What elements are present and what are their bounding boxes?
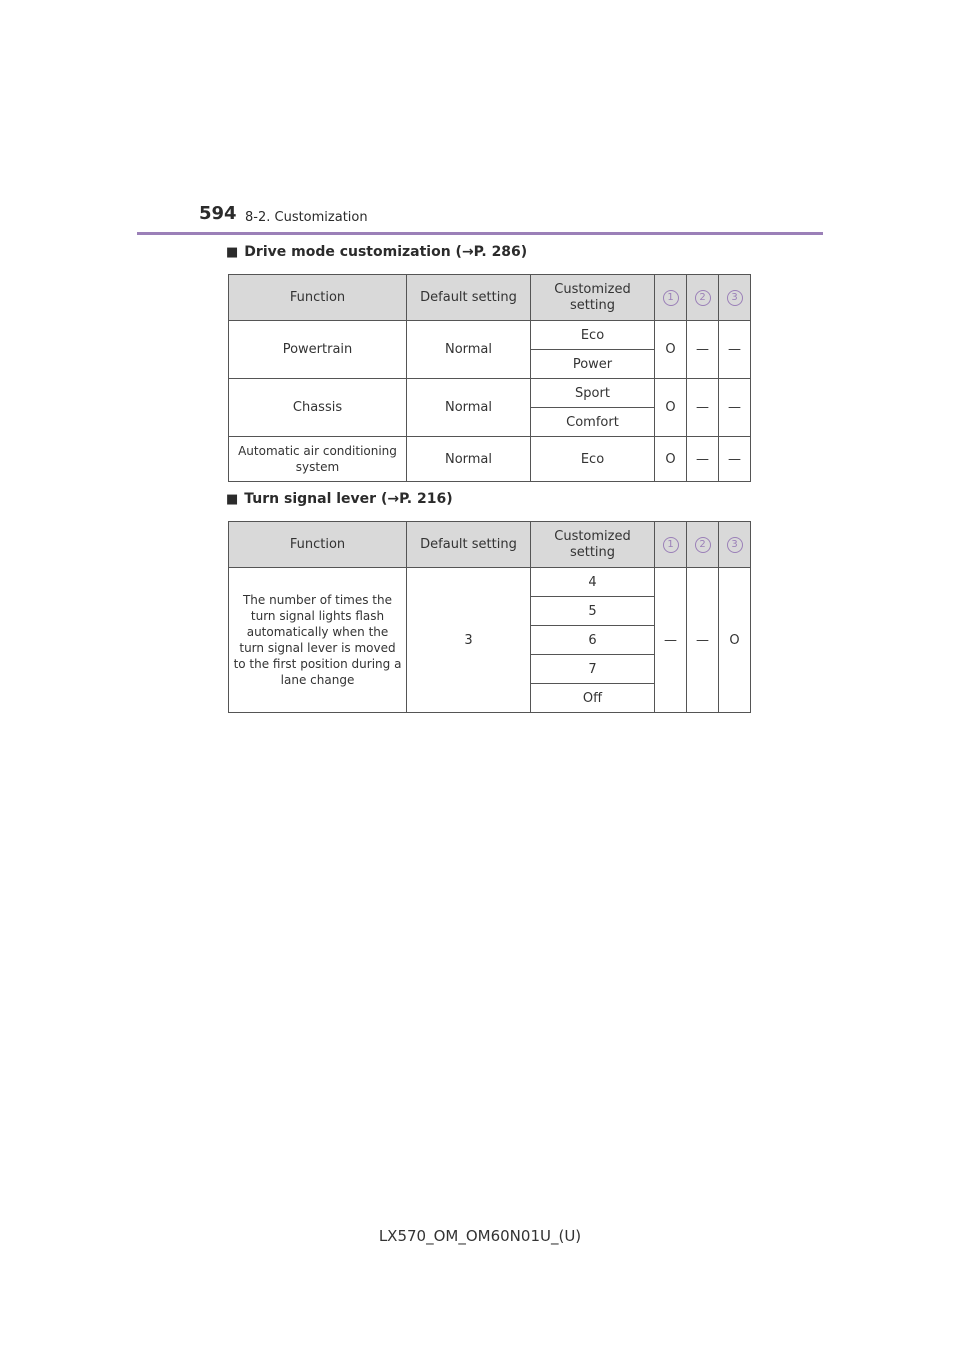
option-cell: 6 — [531, 626, 655, 655]
default-cell: Normal — [407, 321, 531, 379]
circle-number-2-icon: 2 — [695, 537, 711, 553]
header-customized-setting: Customized setting — [531, 275, 655, 321]
col3-cell: — — [719, 321, 751, 379]
header-col-2 — [687, 275, 719, 321]
footer-doc-code: LX570_OM_OM60N01U_(U) — [378, 1227, 582, 1245]
header-customized-setting: Customized setting — [531, 522, 655, 568]
default-cell: 3 — [407, 568, 531, 713]
header-default-setting: Default setting — [407, 522, 531, 568]
col1-cell: O — [655, 379, 687, 437]
col2-cell: — — [687, 437, 719, 482]
option-cell: Power — [531, 350, 655, 379]
subheading-turn-signal — [226, 491, 453, 507]
table-row — [229, 568, 751, 597]
table-header-row — [229, 275, 751, 321]
option-cell: Off — [531, 684, 655, 713]
option-cell: Sport — [531, 379, 655, 408]
header-col-1 — [655, 275, 687, 321]
col1-cell: O — [655, 437, 687, 482]
option-cell: 5 — [531, 597, 655, 626]
section-title: 8-2. Customization — [245, 210, 368, 225]
option-cell: Comfort — [531, 408, 655, 437]
col3-cell: — — [719, 379, 751, 437]
page-number: 594 — [199, 203, 237, 224]
col2-cell: — — [687, 321, 719, 379]
table-row — [229, 379, 751, 408]
header-col-3 — [719, 522, 751, 568]
header-default-setting: Default setting — [407, 275, 531, 321]
subheading-drive-mode — [226, 244, 527, 260]
default-cell: Normal — [407, 437, 531, 482]
header-function: Function — [229, 522, 407, 568]
col3-cell: — — [719, 437, 751, 482]
header-col-2 — [687, 522, 719, 568]
option-cell: 7 — [531, 655, 655, 684]
col2-cell: — — [687, 568, 719, 713]
header-function: Function — [229, 275, 407, 321]
turn-signal-table — [228, 521, 751, 713]
circle-number-3-icon: 3 — [727, 537, 743, 553]
circle-number-1-icon: 1 — [663, 537, 679, 553]
function-cell: Chassis — [229, 379, 407, 437]
drive-mode-table — [228, 274, 751, 482]
table-header-row — [229, 522, 751, 568]
table-row — [229, 321, 751, 350]
square-bullet-icon: ■ — [226, 245, 239, 260]
subheading-text: Turn signal lever (→P. 216) — [244, 491, 453, 507]
col1-cell: — — [655, 568, 687, 713]
option-cell: Eco — [531, 321, 655, 350]
default-cell: Normal — [407, 379, 531, 437]
square-bullet-icon: ■ — [226, 492, 239, 507]
circle-number-3-icon: 3 — [727, 290, 743, 306]
option-cell: Eco — [531, 437, 655, 482]
table-row — [229, 437, 751, 482]
col1-cell: O — [655, 321, 687, 379]
subheading-text: Drive mode customization (→P. 286) — [244, 244, 528, 260]
col2-cell: — — [687, 379, 719, 437]
header-col-1 — [655, 522, 687, 568]
option-cell: 4 — [531, 568, 655, 597]
header-rule — [137, 232, 823, 235]
circle-number-2-icon: 2 — [695, 290, 711, 306]
function-cell: The number of times the turn signal lights flash automatically when the turn signal lever is moved to the first position during a lane change — [229, 568, 407, 713]
circle-number-1-icon: 1 — [663, 290, 679, 306]
function-cell: Automatic air conditioning system — [229, 437, 407, 482]
col3-cell: O — [719, 568, 751, 713]
function-cell: Powertrain — [229, 321, 407, 379]
header-col-3 — [719, 275, 751, 321]
